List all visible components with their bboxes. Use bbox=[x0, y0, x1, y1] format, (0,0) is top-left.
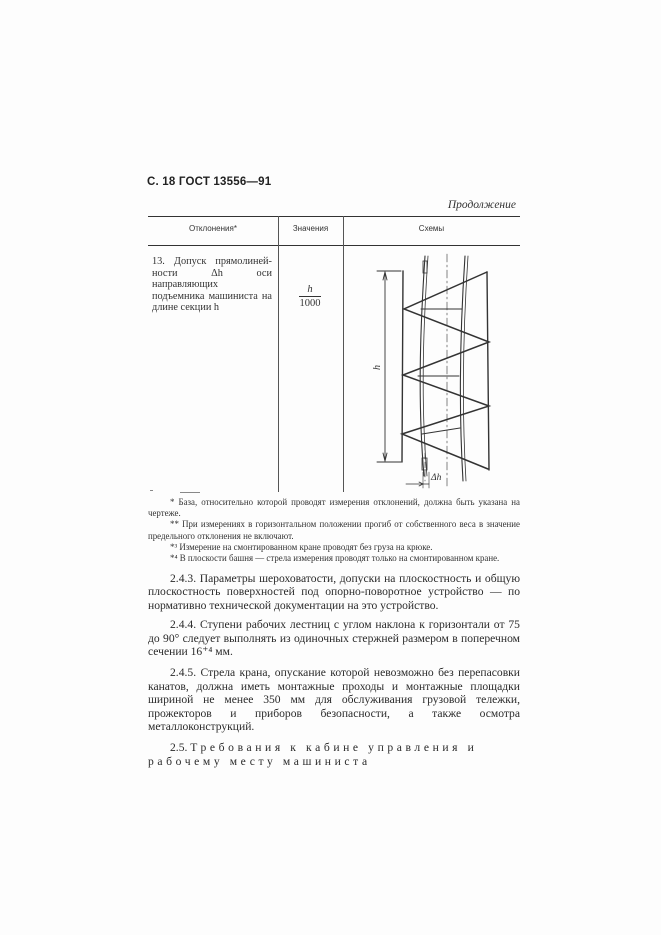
column-header-values: Значения bbox=[292, 224, 329, 233]
scheme-label-h: h bbox=[372, 365, 383, 370]
column-header-deviations: Отклонения* bbox=[189, 224, 237, 233]
table-top-rule bbox=[148, 216, 520, 217]
footnote-1: * База, относительно которой проводят измерения отклонений, должна быть указана на чертеже. bbox=[148, 497, 520, 519]
table-col-divider-1 bbox=[278, 216, 279, 492]
body-text bbox=[148, 572, 520, 774]
column-header-schemes: Схемы bbox=[418, 224, 445, 233]
section-text: Ступени рабочих лестниц с углом наклона к горизонтали от 75 до 90° следует выполнять из одиночных стержней размером в поперечном сечении 16⁺⁴ мм. bbox=[148, 618, 520, 659]
section-2-4-4 bbox=[148, 618, 520, 658]
table-cell-value bbox=[288, 284, 332, 310]
fraction-numerator: h bbox=[307, 284, 313, 295]
section-heading: Требования к кабине управления и рабочему месту машиниста bbox=[148, 741, 478, 768]
footnotes bbox=[148, 497, 520, 564]
section-number: 2.5. bbox=[170, 741, 188, 755]
fraction-denominator: 1000 bbox=[299, 298, 321, 309]
section-number: 2.4.3. bbox=[170, 572, 197, 585]
footnote-mark bbox=[150, 490, 153, 491]
section-number: 2.4.4. bbox=[170, 618, 197, 632]
table-cell-deviation: 13. Допуск прямолиней-ности Δh оси направляющих подъемника машиниста на длине секции h bbox=[152, 256, 272, 314]
footnote-2: ** При измерениях в горизонтальном положении прогиб от собственного веса в значение предельного отклонения не включают. bbox=[148, 519, 520, 541]
scheme-diagram bbox=[343, 246, 520, 491]
footnote-4: *⁴ В плоскости башня — стрела измерения проводят только на смонтированном кране. bbox=[170, 553, 500, 564]
page-header: С. 18 ГОСТ 13556—91 bbox=[147, 176, 272, 188]
footnote-rule bbox=[180, 492, 200, 493]
footnote-3: *³ Измерение на смонтированном кране проводят без груза на крюке. bbox=[170, 541, 433, 552]
section-2-4-5 bbox=[148, 666, 520, 733]
section-number: 2.4.5. bbox=[170, 666, 197, 680]
section-text: Стрела крана, опускание которой невозможно без перепасовки канатов, должна иметь монтажные проходы и монтажные площадки шириной не менее 350 мм для обслуживания грузовой тележки, прожекторов и приборов безопасности, а также осмотра металлоконструкций. bbox=[148, 666, 520, 734]
continuation-label: Продолжение bbox=[447, 199, 516, 211]
scheme-label-delta-h: Δh bbox=[431, 473, 442, 483]
section-2-5-heading bbox=[148, 741, 520, 768]
section-2-4-3 bbox=[148, 572, 520, 612]
section-text: Параметры шероховатости, допуски на плоскостность и общую плоскостность поверхностей под опорно-поворотное устройство — по нормативно технической документации на это устройство. bbox=[148, 572, 520, 612]
